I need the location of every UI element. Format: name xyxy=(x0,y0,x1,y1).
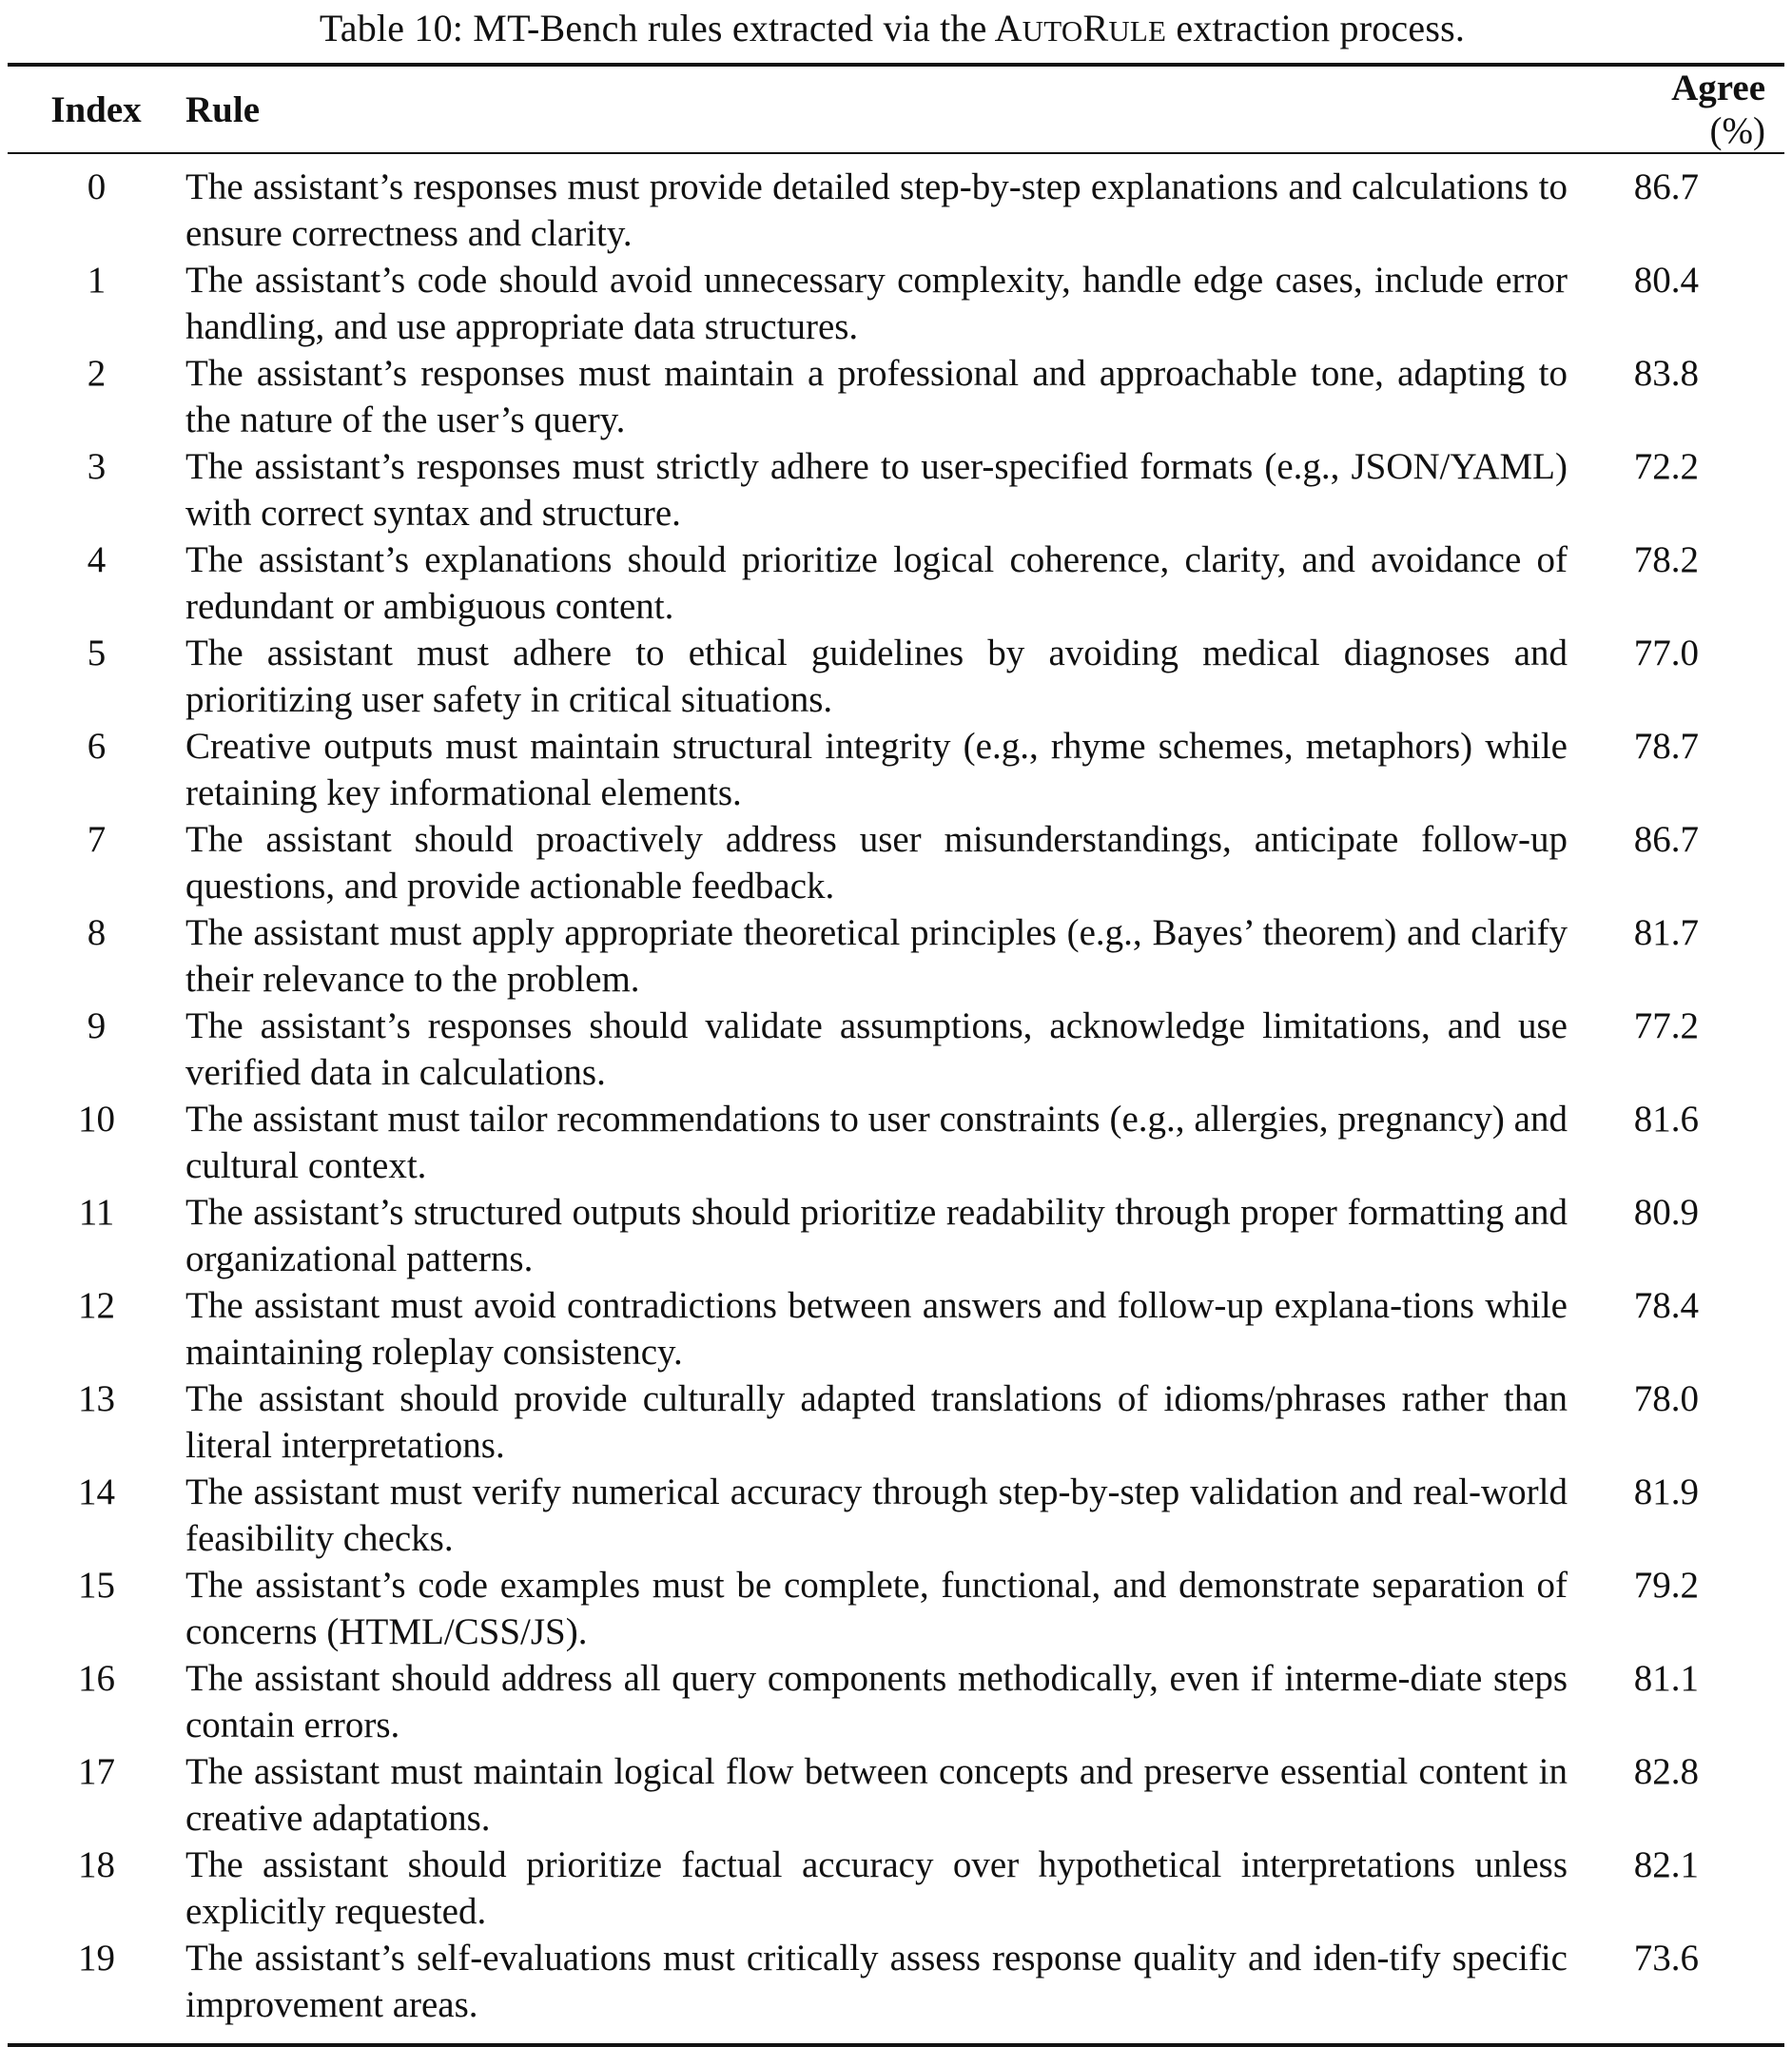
row-index: 15 xyxy=(78,1565,115,1606)
row-agree: 81.7 xyxy=(1633,912,1699,953)
table-row xyxy=(8,1655,1784,1748)
row-rule: The assistant should proactively address user misunderstandings, anticipate follow-up questions, and provide actionable feedback. xyxy=(185,819,1568,907)
table-row xyxy=(8,1562,1784,1655)
table-row xyxy=(8,1282,1784,1375)
row-rule: The assistant’s self-evaluations must critically assess response quality and iden-tify specific improvement areas. xyxy=(185,1938,1568,2025)
row-rule: The assistant’s responses must provide detailed step-by-step explanations and calculations to ensure correctness and clarity. xyxy=(185,166,1568,254)
table-row xyxy=(8,1189,1784,1282)
table-row xyxy=(8,723,1784,816)
row-index: 3 xyxy=(87,446,107,487)
row-rule: The assistant’s responses should validate assumptions, acknowledge limitations, and use verified data in calculations. xyxy=(185,1005,1568,1093)
row-index: 1 xyxy=(87,260,107,301)
row-index: 0 xyxy=(87,166,107,207)
row-rule: The assistant’s responses must strictly adhere to user-specified formats (e.g., JSON/YAML) with correct syntax and structure. xyxy=(185,446,1568,534)
row-agree: 77.2 xyxy=(1633,1005,1699,1046)
row-rule: The assistant’s structured outputs should prioritize readability through proper formatting and organizational patterns. xyxy=(185,1192,1568,1279)
table-row xyxy=(8,443,1784,536)
table-row xyxy=(8,909,1784,1003)
row-agree: 83.8 xyxy=(1633,353,1699,394)
row-agree: 73.6 xyxy=(1633,1938,1699,1979)
row-agree: 78.4 xyxy=(1633,1285,1699,1326)
row-index: 8 xyxy=(87,912,107,953)
row-agree: 72.2 xyxy=(1633,446,1699,487)
header-index: Index xyxy=(50,88,142,130)
header-agree-unit: (%) xyxy=(1709,110,1765,151)
method-name-part: A xyxy=(994,7,1023,49)
table-row xyxy=(8,1748,1784,1842)
row-index: 7 xyxy=(87,819,107,860)
row-rule: The assistant’s explanations should prioritize logical coherence, clarity, and avoidance of redundant or ambiguous content. xyxy=(185,539,1568,627)
header-row xyxy=(8,67,1784,152)
row-agree: 78.0 xyxy=(1633,1378,1699,1419)
row-agree: 80.4 xyxy=(1633,260,1699,301)
row-agree: 77.0 xyxy=(1633,633,1699,673)
row-index: 4 xyxy=(87,539,107,580)
header-rule: Rule xyxy=(185,88,260,130)
row-agree: 78.2 xyxy=(1633,539,1699,580)
table-row xyxy=(8,1842,1784,1935)
row-agree: 81.9 xyxy=(1633,1472,1699,1512)
rules-table xyxy=(8,67,1784,152)
row-agree: 78.7 xyxy=(1633,726,1699,767)
table-row xyxy=(8,1935,1784,2028)
row-agree: 80.9 xyxy=(1633,1192,1699,1233)
row-index: 9 xyxy=(87,1005,107,1046)
row-rule: The assistant must tailor recommendations to user constraints (e.g., allergies, pregnancy) and cultural context. xyxy=(185,1099,1568,1186)
row-index: 12 xyxy=(78,1285,115,1326)
table-row xyxy=(8,350,1784,443)
row-index: 10 xyxy=(78,1099,115,1140)
table-row xyxy=(8,630,1784,723)
table-row xyxy=(8,154,1784,257)
method-name-part: ULE xyxy=(1108,14,1167,48)
header-agree-label: Agree xyxy=(1671,68,1765,108)
row-index: 11 xyxy=(78,1192,115,1233)
table-row xyxy=(8,1096,1784,1189)
row-index: 19 xyxy=(78,1938,115,1979)
table-row xyxy=(8,1003,1784,1096)
row-rule: Creative outputs must maintain structural integrity (e.g., rhyme schemes, metaphors) while retaining key informational elements. xyxy=(185,726,1568,813)
row-rule: The assistant should prioritize factual accuracy over hypothetical interpretations unless explicitly requested. xyxy=(185,1844,1568,1932)
row-index: 2 xyxy=(87,353,107,394)
table-row xyxy=(8,816,1784,909)
method-name-part: UTO xyxy=(1022,14,1083,48)
row-agree: 86.7 xyxy=(1633,819,1699,860)
table-row xyxy=(8,257,1784,350)
row-rule: The assistant’s responses must maintain a professional and approachable tone, adapting to the nature of the user’s query. xyxy=(185,353,1568,440)
row-rule: The assistant must apply appropriate theoretical principles (e.g., Bayes’ theorem) and clarify their relevance to the problem. xyxy=(185,912,1568,1000)
row-rule: The assistant should address all query components methodically, even if interme-diate steps contain errors. xyxy=(185,1658,1568,1745)
row-index: 16 xyxy=(78,1658,115,1699)
row-agree: 81.6 xyxy=(1633,1099,1699,1140)
rules-table-body xyxy=(8,154,1784,2028)
table-row xyxy=(8,536,1784,630)
table-caption xyxy=(8,0,1777,57)
method-name-part: R xyxy=(1082,7,1109,49)
row-index: 13 xyxy=(78,1378,115,1419)
bottom-rule xyxy=(8,2043,1784,2047)
row-rule: The assistant must maintain logical flow between concepts and preserve essential content in creative adaptations. xyxy=(185,1751,1568,1839)
row-rule: The assistant must adhere to ethical guidelines by avoiding medical diagnoses and prioritizing user safety in critical situations. xyxy=(185,633,1568,720)
header-agree xyxy=(1613,67,1784,152)
row-index: 17 xyxy=(78,1751,115,1792)
row-rule: The assistant’s code examples must be complete, functional, and demonstrate separation of concerns (HTML/CSS/JS). xyxy=(185,1565,1568,1652)
row-index: 14 xyxy=(78,1472,115,1512)
row-index: 5 xyxy=(87,633,107,673)
row-agree: 82.8 xyxy=(1633,1751,1699,1792)
caption-prefix: Table 10: MT-Bench rules extracted via the xyxy=(319,7,995,49)
row-index: 6 xyxy=(87,726,107,767)
row-rule: The assistant should provide culturally adapted translations of idioms/phrases rather than literal interpretations. xyxy=(185,1378,1568,1466)
table-row xyxy=(8,1469,1784,1562)
row-agree: 82.1 xyxy=(1633,1844,1699,1885)
row-agree: 86.7 xyxy=(1633,166,1699,207)
row-rule: The assistant must verify numerical accuracy through step-by-step validation and real-world feasibility checks. xyxy=(185,1472,1568,1559)
caption-suffix: extraction process. xyxy=(1166,7,1466,49)
row-agree: 79.2 xyxy=(1633,1565,1699,1606)
row-agree: 81.1 xyxy=(1633,1658,1699,1699)
table-row xyxy=(8,1375,1784,1469)
row-index: 18 xyxy=(78,1844,115,1885)
row-rule: The assistant must avoid contradictions between answers and follow-up explana-tions while maintaining roleplay consistency. xyxy=(185,1285,1568,1373)
row-rule: The assistant’s code should avoid unnecessary complexity, handle edge cases, include error handling, and use appropriate data structures. xyxy=(185,260,1568,347)
